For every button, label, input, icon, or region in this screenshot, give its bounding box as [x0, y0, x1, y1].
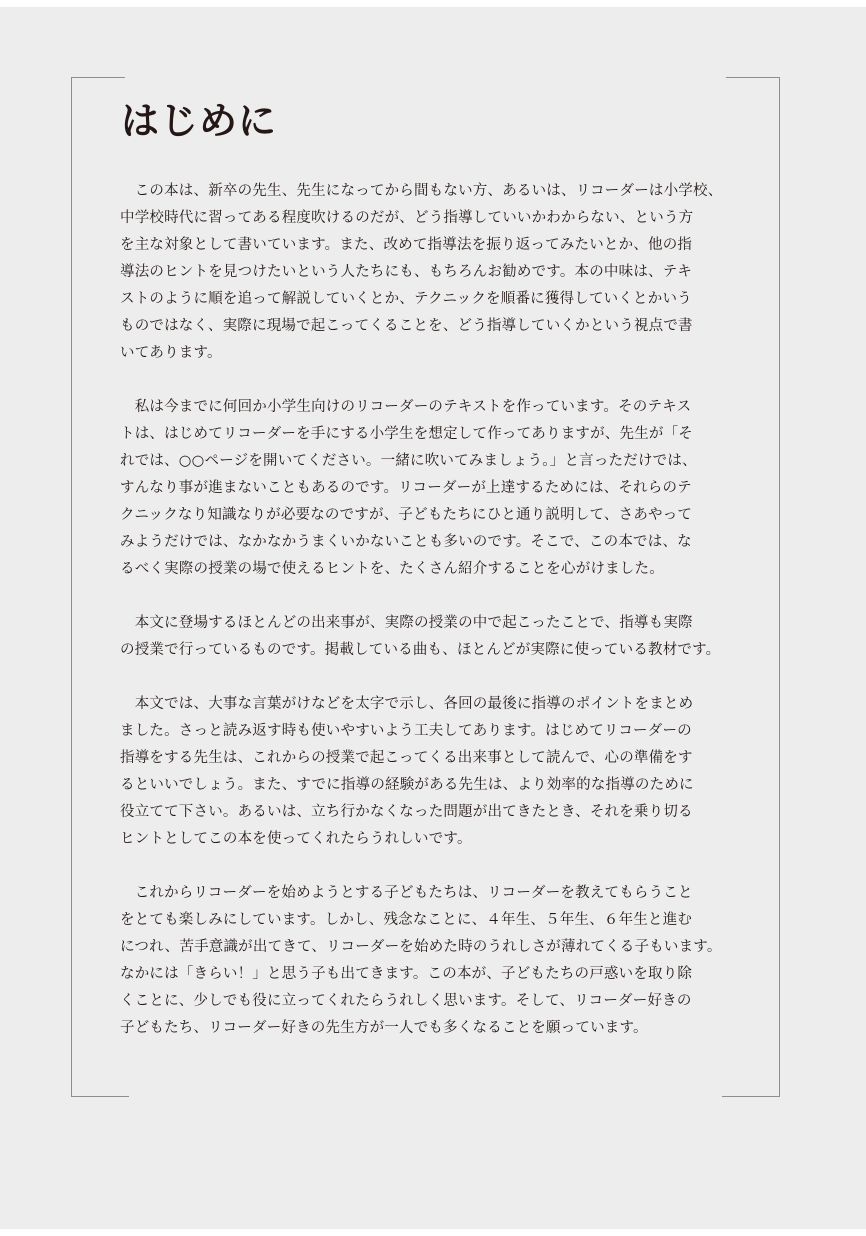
paragraph-4	[120, 691, 736, 853]
text-line: ヒントとしてこの本を使ってくれたらうれしいです。	[120, 831, 472, 847]
text-line: るといいでしょう。また、すでに指導の経験がある先生は、より効率的な指導のために	[120, 777, 694, 793]
text-line: ものではなく、実際に現場で起こってくることを、どう指導していくかという視点で書	[120, 318, 693, 334]
text-line: これからリコーダーを始めようとする子どもたちは、リコーダーを教えてもらうこと	[120, 885, 693, 901]
text-line: ストのように順を追って解説していくとか、テクニックを順番に獲得していくとかいう	[120, 291, 692, 307]
frame-top-right-corner	[726, 77, 780, 78]
paragraph-2	[120, 394, 736, 583]
text-line: 導法のヒントを見つけたいという人たちにも、もちろんお勧めです。本の中味は、テキ	[120, 264, 693, 280]
text-line: るべく実際の授業の場で使えるヒントを、たくさん紹介することを心がけました。	[120, 561, 664, 577]
frame-right-line	[779, 77, 780, 1096]
text-line: 本文では、大事な言葉がけなどを太字で示し、各回の最後に指導のポイントをまとめ	[120, 696, 694, 712]
text-line: 役立てて下さい。あるいは、立ち行かなくなった問題が出てきたとき、それを乗り切る	[120, 804, 693, 820]
text-line: 指導をする先生は、これからの授業で起こってくる出来事として読んで、心の準備をす	[120, 750, 693, 766]
text-line: を主な対象として書いています。また、改めて指導法を振り返ってみたいとか、他の指	[120, 237, 693, 253]
text-line: れでは、○○ページを開いてください。一緒に吹いてみましょう。」と言っただけでは、	[120, 453, 697, 469]
text-line: 私は今までに何回か小学生向けのリコーダーのテキストを作っています。そのテキス	[120, 399, 692, 415]
text-line: 本文に登場するほとんどの出来事が、実際の授業の中で起こったことで、指導も実際	[120, 615, 693, 631]
text-line: につれ、苦手意識が出てきて、リコーダーを始めた時のうれしさが薄れてくる子もいます。	[120, 939, 722, 955]
text-line: トは、はじめてリコーダーを手にする小学生を想定して作ってありますが、先生が「そ	[120, 426, 694, 442]
paragraph-3	[120, 610, 736, 664]
paragraph-5	[120, 880, 736, 1042]
text-line: いてあります。	[120, 345, 222, 361]
text-line: すんなり事が進まないこともあるのです。リコーダーが上達するためには、それらのテ	[120, 480, 692, 496]
frame-left-line	[71, 77, 72, 1096]
text-line: なかには「きらい！」と思う子も出てきます。この本が、子どもたちの戸惑いを取り除	[120, 966, 693, 982]
text-line: みようだけでは、なかなかうまくいかないことも多いのです。そこで、この本では、な	[120, 534, 692, 550]
text-line: 中学校時代に習ってある程度吹けるのだが、どう指導していいかわからない、という方	[120, 210, 694, 226]
text-line: この本は、新卒の先生、先生になってから間もない方、あるいは、リコーダーは小学校、	[120, 183, 723, 199]
text-line: 子どもたち、リコーダー好きの先生方が一人でも多くなることを願っています。	[120, 1020, 648, 1036]
text-line: ました。さっと読み返す時も使いやすいよう工夫してあります。はじめてリコーダーの	[120, 723, 692, 739]
body-text	[120, 178, 736, 1069]
text-line: くことに、少しでも役に立ってくれたらうれしく思います。そして、リコーダー好きの	[120, 993, 692, 1009]
frame-top-left-corner	[71, 77, 125, 78]
text-line: の授業で行っているものです。掲載している曲も、ほとんどが実際に使っている教材です。	[120, 642, 721, 658]
paragraph-1	[120, 178, 736, 367]
text-line: をとても楽しみにしています。しかし、残念なことに、４年生、５年生、６年生と進む	[120, 912, 693, 928]
page-title: はじめに	[121, 99, 278, 143]
text-line: クニックなり知識なりが必要なのですが、子どもたちにひと通り説明して、さあやって	[120, 507, 693, 523]
frame-bottom-right-corner	[722, 1096, 780, 1097]
frame-bottom-left-corner	[71, 1096, 129, 1097]
